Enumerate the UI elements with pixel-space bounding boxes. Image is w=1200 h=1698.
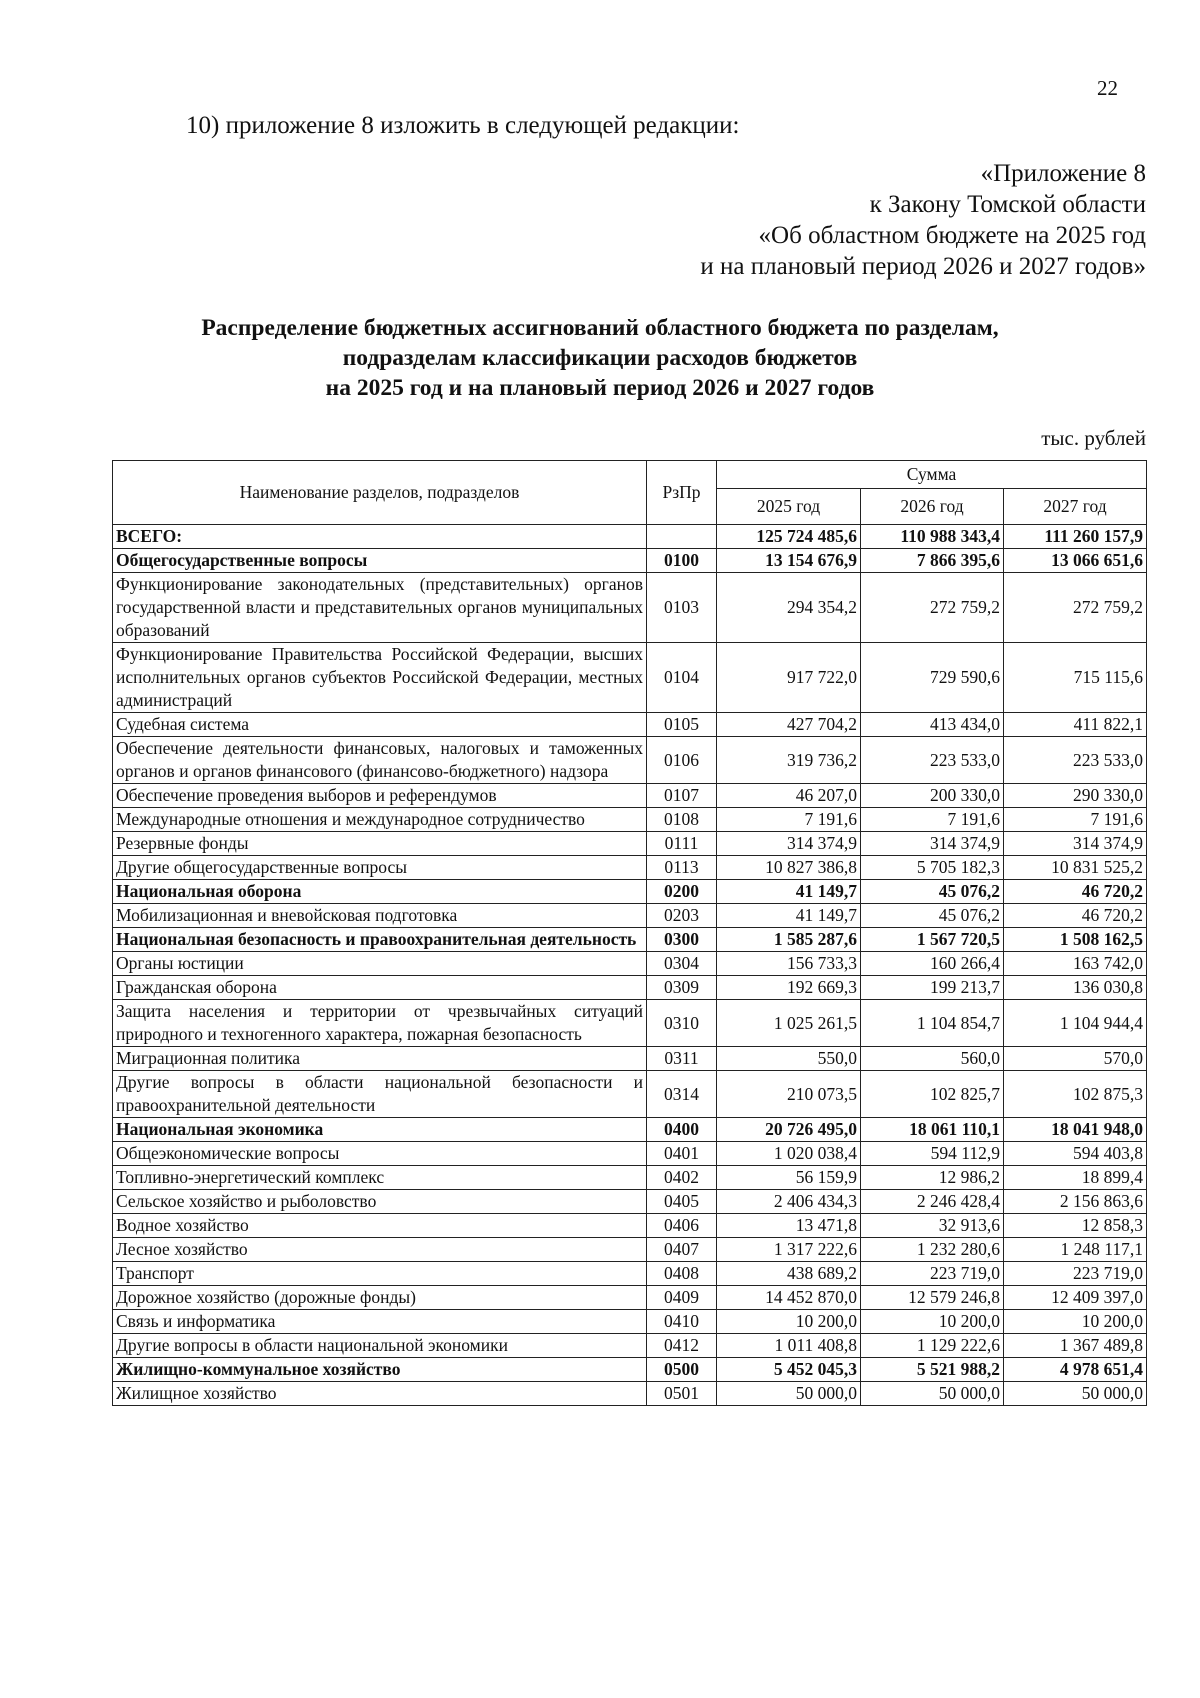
row-value-2026: 1 104 854,7 [861,1000,1004,1047]
table-row [113,549,1147,573]
row-value-2025: 10 827 386,8 [717,856,861,880]
row-name: Лесное хозяйство [113,1238,647,1262]
table-row [113,525,1147,549]
row-value-2026: 18 061 110,1 [861,1118,1004,1142]
row-name: Общеэкономические вопросы [113,1142,647,1166]
row-value-2027: 163 742,0 [1004,952,1147,976]
table-row [113,1214,1147,1238]
title-line: подразделам классификации расходов бюджетов [342,345,858,371]
row-value-2027: 102 875,3 [1004,1071,1147,1118]
row-value-2027: 223 533,0 [1004,737,1147,784]
table-row [113,976,1147,1000]
row-value-2026: 199 213,7 [861,976,1004,1000]
table-row [113,784,1147,808]
row-value-2027: 272 759,2 [1004,573,1147,643]
table-row [113,856,1147,880]
row-value-2025: 1 585 287,6 [717,928,861,952]
row-value-2025: 41 149,7 [717,880,861,904]
row-code: 0100 [647,549,717,573]
row-name: Национальная безопасность и правоохранительная деятельность [113,928,647,952]
row-code [647,525,717,549]
table-body [113,525,1147,1406]
table-row [113,1071,1147,1118]
row-name: Жилищное хозяйство [113,1382,647,1406]
row-code: 0200 [647,880,717,904]
row-code: 0105 [647,713,717,737]
row-value-2026: 1 232 280,6 [861,1238,1004,1262]
row-code: 0412 [647,1334,717,1358]
row-name: Функционирование законодательных (представительных) органов государственной власти и представительных органов муниципальных образований [113,573,647,643]
row-value-2025: 10 200,0 [717,1310,861,1334]
appendix-line: и на плановый период 2026 и 2027 годов» [700,253,1146,280]
row-value-2027: 290 330,0 [1004,784,1147,808]
row-name: Защита населения и территории от чрезвычайных ситуаций природного и техногенного характера, пожарная безопасность [113,1000,647,1047]
row-code: 0310 [647,1000,717,1047]
row-code: 0304 [647,952,717,976]
row-value-2026: 2 246 428,4 [861,1190,1004,1214]
row-value-2025: 41 149,7 [717,904,861,928]
table-row [113,808,1147,832]
title-line: Распределение бюджетных ассигнований областного бюджета по разделам, [201,315,999,341]
row-code: 0113 [647,856,717,880]
row-name: Связь и информатика [113,1310,647,1334]
row-name: Гражданская оборона [113,976,647,1000]
row-value-2027: 2 156 863,6 [1004,1190,1147,1214]
row-value-2025: 917 722,0 [717,643,861,713]
row-value-2027: 1 508 162,5 [1004,928,1147,952]
row-value-2027: 50 000,0 [1004,1382,1147,1406]
amendment-intro: 10) приложение 8 изложить в следующей редакции: [186,112,740,139]
row-name: Водное хозяйство [113,1214,647,1238]
header-year-2027: 2027 год [1004,489,1147,525]
header-year-2025: 2025 год [717,489,861,525]
table-row [113,1310,1147,1334]
row-value-2025: 1 020 038,4 [717,1142,861,1166]
row-value-2027: 46 720,2 [1004,880,1147,904]
row-value-2025: 14 452 870,0 [717,1286,861,1310]
row-code: 0111 [647,832,717,856]
row-value-2027: 18 899,4 [1004,1166,1147,1190]
row-value-2026: 200 330,0 [861,784,1004,808]
row-value-2026: 314 374,9 [861,832,1004,856]
row-name: Другие вопросы в области национальной экономики [113,1334,647,1358]
table-row [113,832,1147,856]
table-row [113,737,1147,784]
table-row [113,643,1147,713]
table-row [113,1190,1147,1214]
row-code: 0103 [647,573,717,643]
table-row [113,928,1147,952]
table-row [113,1118,1147,1142]
appendix-line: «Об областном бюджете на 2025 год [758,222,1146,249]
row-value-2025: 1 317 222,6 [717,1238,861,1262]
row-code: 0405 [647,1190,717,1214]
header-name: Наименование разделов, подразделов [113,461,647,525]
row-code: 0107 [647,784,717,808]
row-value-2026: 7 191,6 [861,808,1004,832]
row-value-2025: 5 452 045,3 [717,1358,861,1382]
row-value-2026: 1 129 222,6 [861,1334,1004,1358]
row-name: Резервные фонды [113,832,647,856]
row-name: Обеспечение проведения выборов и референдумов [113,784,647,808]
row-code: 0104 [647,643,717,713]
table-row [113,1382,1147,1406]
appendix-header [700,158,1146,282]
row-value-2025: 2 406 434,3 [717,1190,861,1214]
row-value-2025: 550,0 [717,1047,861,1071]
row-value-2025: 56 159,9 [717,1166,861,1190]
row-name: Другие общегосударственные вопросы [113,856,647,880]
row-code: 0108 [647,808,717,832]
row-value-2027: 4 978 651,4 [1004,1358,1147,1382]
row-code: 0400 [647,1118,717,1142]
table-row [113,1286,1147,1310]
row-value-2025: 125 724 485,6 [717,525,861,549]
row-value-2027: 1 248 117,1 [1004,1238,1147,1262]
table-row [113,713,1147,737]
row-name: Другие вопросы в области национальной безопасности и правоохранительной деятельности [113,1071,647,1118]
row-value-2026: 594 112,9 [861,1142,1004,1166]
row-value-2026: 32 913,6 [861,1214,1004,1238]
row-value-2027: 111 260 157,9 [1004,525,1147,549]
row-code: 0402 [647,1166,717,1190]
row-code: 0409 [647,1286,717,1310]
row-value-2027: 136 030,8 [1004,976,1147,1000]
row-value-2025: 50 000,0 [717,1382,861,1406]
row-code: 0311 [647,1047,717,1071]
row-value-2025: 192 669,3 [717,976,861,1000]
row-code: 0406 [647,1214,717,1238]
row-code: 0501 [647,1382,717,1406]
row-name: Обеспечение деятельности финансовых, налоговых и таможенных органов и органов финансового (финансово-бюджетного) надзора [113,737,647,784]
row-value-2026: 272 759,2 [861,573,1004,643]
row-value-2027: 570,0 [1004,1047,1147,1071]
document-title [100,313,1100,403]
row-value-2026: 102 825,7 [861,1071,1004,1118]
row-value-2026: 50 000,0 [861,1382,1004,1406]
table-row [113,1047,1147,1071]
row-name: Национальная оборона [113,880,647,904]
row-value-2025: 1 025 261,5 [717,1000,861,1047]
row-value-2025: 210 073,5 [717,1071,861,1118]
row-value-2026: 45 076,2 [861,904,1004,928]
table-row [113,1000,1147,1047]
appendix-line: «Приложение 8 [980,160,1146,187]
row-value-2025: 156 733,3 [717,952,861,976]
row-value-2027: 715 115,6 [1004,643,1147,713]
row-code: 0408 [647,1262,717,1286]
header-code: РзПр [647,461,717,525]
table-row [113,952,1147,976]
row-value-2026: 413 434,0 [861,713,1004,737]
row-value-2025: 427 704,2 [717,713,861,737]
row-value-2027: 7 191,6 [1004,808,1147,832]
row-name: Сельское хозяйство и рыболовство [113,1190,647,1214]
row-value-2025: 314 374,9 [717,832,861,856]
table-row [113,880,1147,904]
row-code: 0300 [647,928,717,952]
row-code: 0309 [647,976,717,1000]
row-value-2026: 5 705 182,3 [861,856,1004,880]
row-code: 0500 [647,1358,717,1382]
row-name: Общегосударственные вопросы [113,549,647,573]
row-value-2027: 1 367 489,8 [1004,1334,1147,1358]
row-value-2025: 7 191,6 [717,808,861,832]
row-value-2025: 294 354,2 [717,573,861,643]
row-name: Жилищно-коммунальное хозяйство [113,1358,647,1382]
row-value-2025: 13 471,8 [717,1214,861,1238]
row-value-2025: 319 736,2 [717,737,861,784]
table-row [113,1166,1147,1190]
row-value-2025: 46 207,0 [717,784,861,808]
row-value-2026: 160 266,4 [861,952,1004,976]
row-value-2026: 110 988 343,4 [861,525,1004,549]
row-name: Международные отношения и международное сотрудничество [113,808,647,832]
row-code: 0401 [647,1142,717,1166]
row-value-2026: 45 076,2 [861,880,1004,904]
row-value-2026: 223 719,0 [861,1262,1004,1286]
appendix-line: к Закону Томской области [869,191,1146,218]
row-name: Топливно-энергетический комплекс [113,1166,647,1190]
row-value-2026: 1 567 720,5 [861,928,1004,952]
row-value-2027: 10 831 525,2 [1004,856,1147,880]
row-value-2025: 20 726 495,0 [717,1118,861,1142]
row-value-2027: 314 374,9 [1004,832,1147,856]
row-name: Национальная экономика [113,1118,647,1142]
title-line: на 2025 год и на плановый период 2026 и 2027 годов [325,375,875,401]
row-value-2027: 411 822,1 [1004,713,1147,737]
row-value-2027: 1 104 944,4 [1004,1000,1147,1047]
row-name: ВСЕГО: [113,525,647,549]
row-value-2027: 12 409 397,0 [1004,1286,1147,1310]
header-year-2026: 2026 год [861,489,1004,525]
row-name: Органы юстиции [113,952,647,976]
row-value-2026: 12 579 246,8 [861,1286,1004,1310]
row-value-2027: 12 858,3 [1004,1214,1147,1238]
row-name: Миграционная политика [113,1047,647,1071]
row-value-2026: 12 986,2 [861,1166,1004,1190]
row-value-2026: 5 521 988,2 [861,1358,1004,1382]
row-value-2026: 729 590,6 [861,643,1004,713]
row-code: 0407 [647,1238,717,1262]
row-code: 0203 [647,904,717,928]
row-value-2026: 7 866 395,6 [861,549,1004,573]
row-value-2025: 1 011 408,8 [717,1334,861,1358]
header-sum: Сумма [717,461,1147,489]
row-name: Мобилизационная и вневойсковая подготовка [113,904,647,928]
page-number: 22 [1097,76,1118,100]
row-value-2027: 594 403,8 [1004,1142,1147,1166]
row-value-2027: 10 200,0 [1004,1310,1147,1334]
row-name: Судебная система [113,713,647,737]
budget-table [112,460,1147,1406]
units-label: тыс. рублей [1041,426,1146,450]
row-value-2027: 13 066 651,6 [1004,549,1147,573]
row-code: 0314 [647,1071,717,1118]
table-row [113,904,1147,928]
row-value-2025: 438 689,2 [717,1262,861,1286]
row-value-2026: 10 200,0 [861,1310,1004,1334]
row-name: Функционирование Правительства Российской Федерации, высших исполнительных органов субъектов Российской Федерации, местных администраций [113,643,647,713]
table-row [113,1262,1147,1286]
row-value-2025: 13 154 676,9 [717,549,861,573]
row-value-2027: 46 720,2 [1004,904,1147,928]
table-row [113,1334,1147,1358]
row-value-2027: 223 719,0 [1004,1262,1147,1286]
row-value-2026: 560,0 [861,1047,1004,1071]
row-code: 0410 [647,1310,717,1334]
table-row [113,1142,1147,1166]
row-value-2027: 18 041 948,0 [1004,1118,1147,1142]
table-row [113,1358,1147,1382]
table-row [113,1238,1147,1262]
row-name: Дорожное хозяйство (дорожные фонды) [113,1286,647,1310]
row-name: Транспорт [113,1262,647,1286]
row-value-2026: 223 533,0 [861,737,1004,784]
table-row [113,573,1147,643]
row-code: 0106 [647,737,717,784]
